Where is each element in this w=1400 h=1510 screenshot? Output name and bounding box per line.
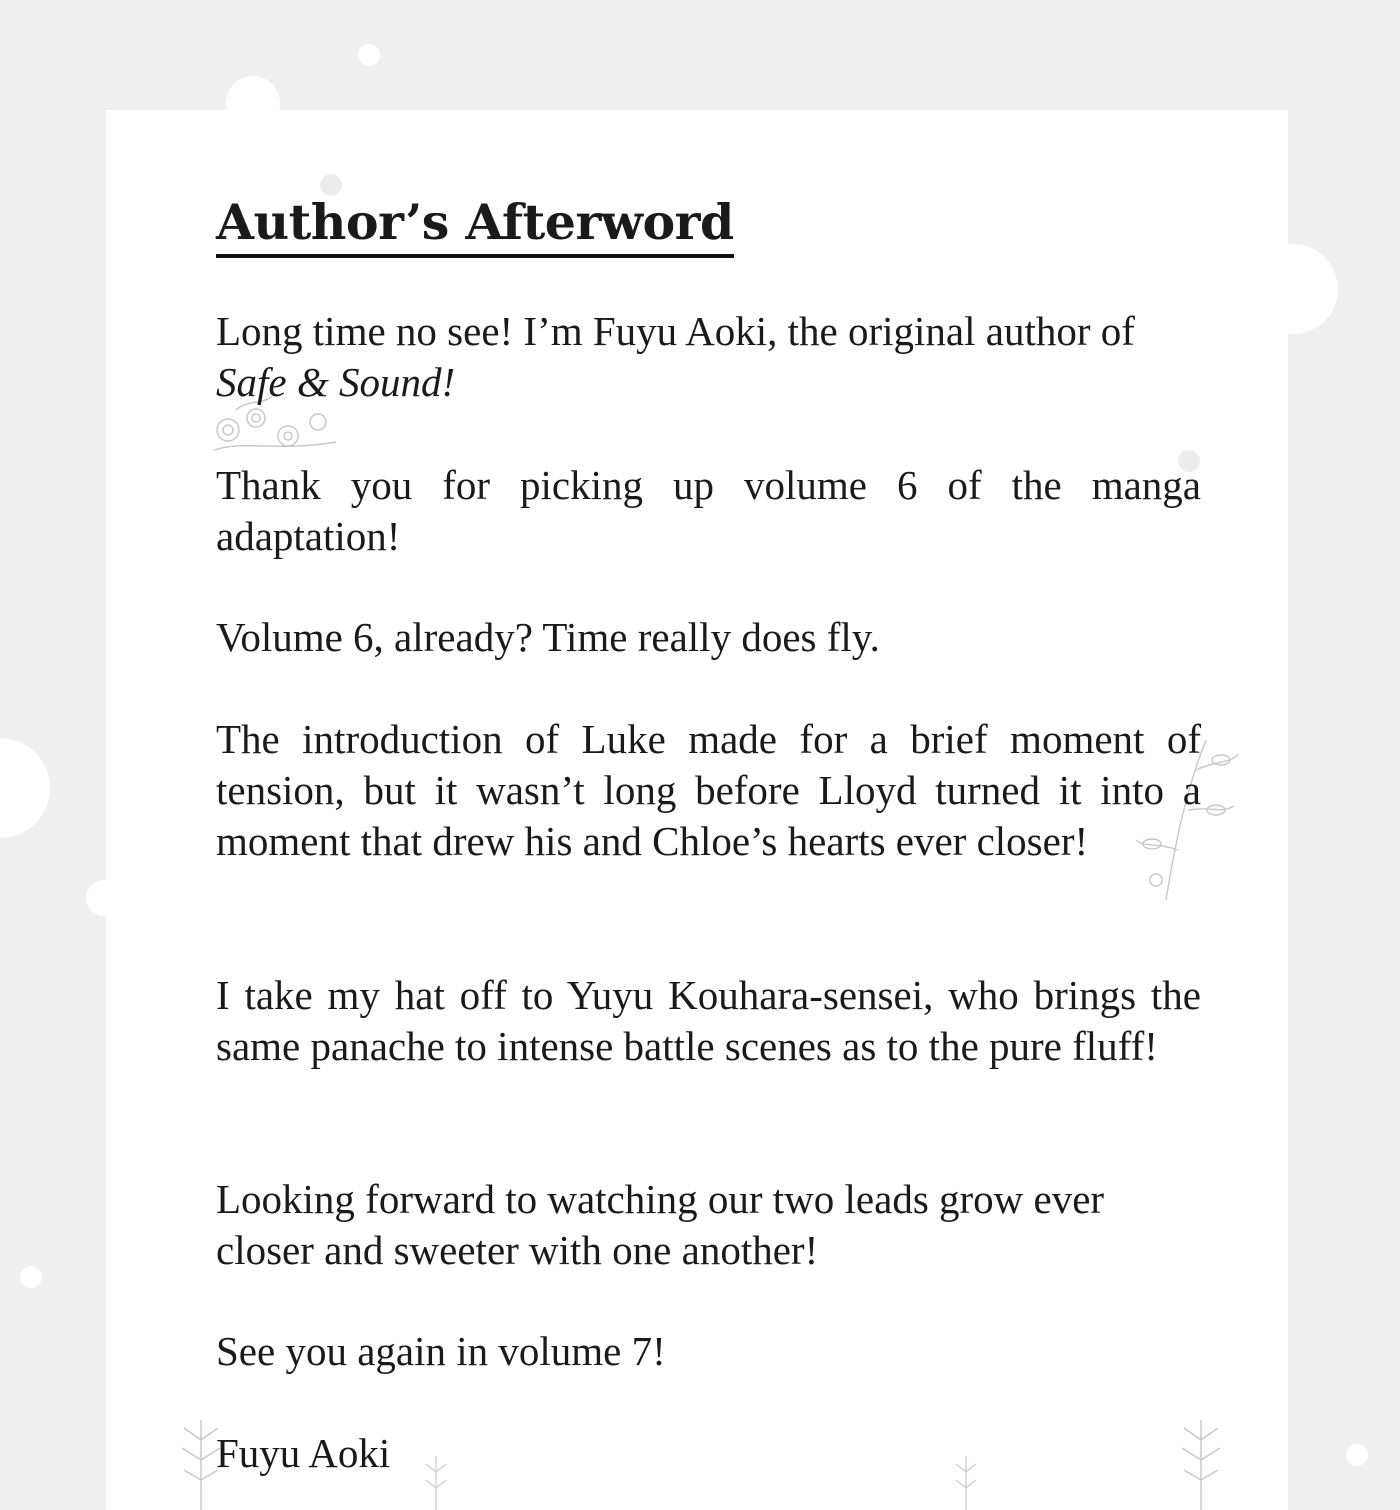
afterword-page bbox=[106, 110, 1288, 1510]
paragraph-story: The introduction of Luke made for a brief moment of tension, but it wasn’t long before Lloyd turned it into a moment that drew his and Chloe’s hearts ever closer! bbox=[216, 716, 1201, 864]
greeting-text: Long time no see! I’m Fuyu Aoki, the original author of bbox=[216, 308, 1135, 354]
signature: Fuyu Aoki bbox=[216, 1430, 391, 1476]
paragraph-farewell: See you again in volume 7! bbox=[216, 1328, 666, 1374]
book-title: Safe & Sound! bbox=[216, 359, 456, 405]
background-bubble bbox=[1346, 1444, 1368, 1466]
paragraph-greeting bbox=[216, 306, 1201, 408]
paragraph-illustrator: I take my hat off to Yuyu Kouhara-sensei, who brings the same panache to intense battle scenes as to the pure fluff! bbox=[216, 972, 1201, 1069]
paragraph-volume: Volume 6, already? Time really does fly. bbox=[216, 614, 880, 660]
paragraph-outlook: Looking forward to watching our two leads grow ever closer and sweeter with one another! bbox=[216, 1176, 1105, 1273]
background-bubble bbox=[358, 44, 380, 66]
background-bubble bbox=[0, 738, 50, 838]
background-bubble bbox=[20, 1266, 42, 1288]
page-title: Author’s Afterword bbox=[216, 192, 734, 258]
afterword-content bbox=[216, 192, 1201, 1476]
paragraph-thanks: Thank you for picking up volume 6 of the manga adaptation! bbox=[216, 462, 1201, 559]
